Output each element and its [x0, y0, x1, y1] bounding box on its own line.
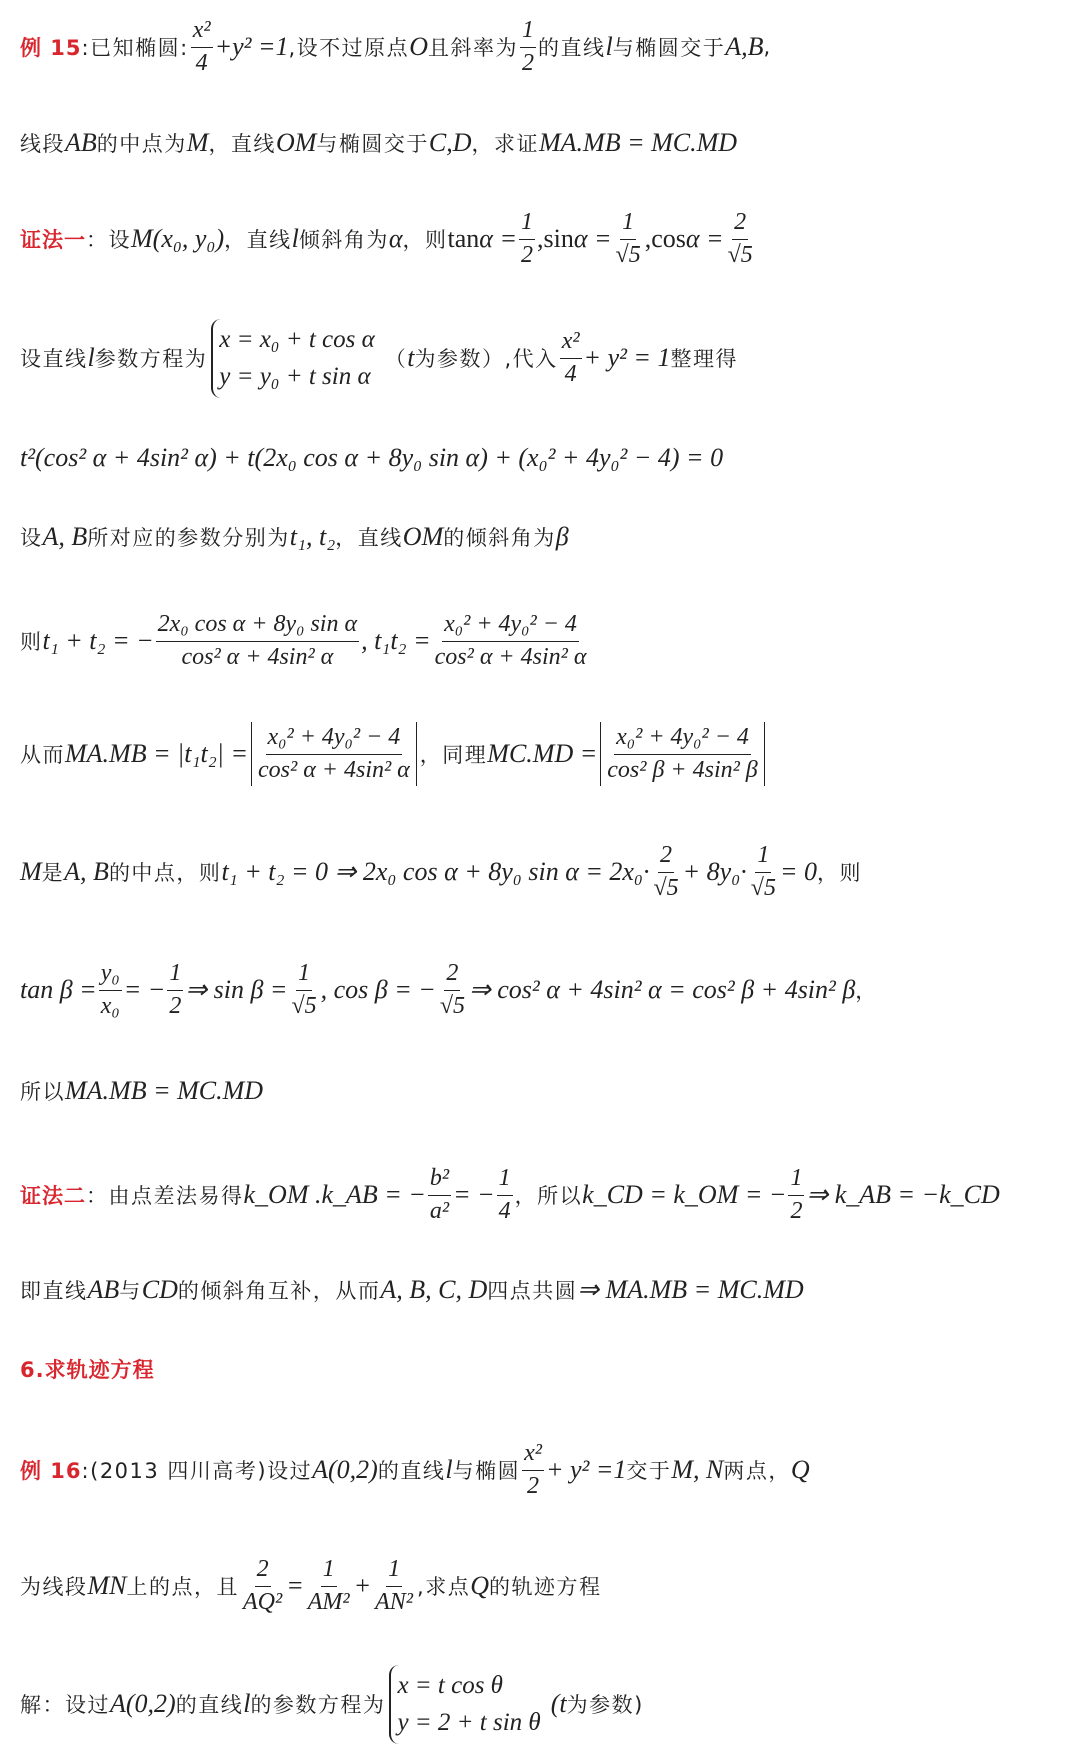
chinese-text: 与椭圆交于: [316, 132, 429, 156]
fraction: [289, 960, 318, 1020]
denominator: √5: [615, 241, 641, 268]
chinese-text: 上的点，且: [126, 1575, 239, 1600]
chinese-text: 的轨迹方程: [488, 1575, 602, 1600]
numerator: 2x₀ cos α + 8y₀ sin α: [156, 611, 359, 642]
numerator: 1: [386, 1556, 402, 1587]
math-expression: M(x₀, y₀): [131, 224, 225, 254]
chinese-text: 两点，: [723, 1459, 791, 1484]
equation-row: y = y₀ + t sin α: [219, 363, 371, 390]
chinese-text: 为参数）,代入: [414, 347, 558, 371]
fraction: [788, 1165, 804, 1225]
chinese-text: 的直线: [175, 1693, 244, 1717]
chinese-text: 为线段: [20, 1575, 88, 1600]
chinese-text: 线段: [20, 132, 65, 156]
denominator: √5: [291, 992, 317, 1019]
math-expression: , t₁t₂ =: [361, 626, 431, 656]
chinese-text: 倾斜角为: [298, 228, 389, 253]
fraction: [519, 209, 535, 269]
numerator: x₀² + 4y₀² − 4: [442, 611, 579, 642]
math-expression: A,B: [725, 32, 764, 62]
math-expression: l: [243, 1689, 251, 1718]
denominator: 2: [521, 241, 533, 268]
fraction: [241, 1556, 284, 1616]
absolute-value: [251, 722, 417, 786]
fraction: [306, 1556, 352, 1616]
chinese-text: 所以: [20, 1080, 65, 1104]
numerator: x²: [522, 1440, 544, 1471]
text-line: [20, 1556, 601, 1616]
chinese-text: 的直线: [377, 1459, 446, 1484]
math-expression: α: [388, 224, 403, 254]
highlight-label: 证法一: [20, 228, 86, 253]
fraction: [156, 611, 359, 671]
numerator: 1: [497, 1165, 513, 1196]
chinese-text: 从而: [20, 743, 65, 768]
math-expression: ⇒ cos² α + 4sin² α = cos² β + 4sin² β: [468, 975, 856, 1005]
math-expression: M, N: [671, 1455, 724, 1485]
math-function: tan: [447, 224, 480, 254]
chinese-text: ，同理: [419, 743, 488, 768]
denominator: 4: [498, 1197, 511, 1224]
math-expression: MC.MD =: [487, 739, 598, 769]
text-line: [20, 522, 569, 552]
fraction: [373, 1556, 415, 1616]
chinese-text: ，直线: [335, 526, 403, 550]
chinese-text: 与椭圆: [452, 1459, 521, 1484]
denominator: 2: [169, 992, 182, 1019]
chinese-text: ，: [855, 979, 878, 1004]
fraction: [99, 960, 122, 1020]
numerator: 1: [519, 209, 535, 240]
text-line: [20, 1440, 810, 1500]
absolute-value: [600, 722, 765, 786]
denominator: a²: [429, 1197, 450, 1224]
denominator: 2: [521, 49, 534, 76]
numerator: x₀² + 4y₀² − 4: [614, 724, 751, 755]
fraction: [438, 960, 467, 1020]
numerator: 2: [732, 209, 748, 240]
math-expression: O: [409, 32, 428, 62]
math-expression: l: [605, 32, 613, 62]
numerator: y₀: [99, 960, 122, 991]
chinese-text: 交于: [626, 1459, 672, 1484]
fraction: [433, 611, 589, 671]
chinese-text: :(2013 四川高考)设过: [81, 1459, 313, 1484]
chinese-text: 为参数): [566, 1693, 644, 1717]
math-expression: + y² =1: [545, 1455, 627, 1485]
math-expression: l: [445, 1455, 453, 1485]
chinese-text: 的中点为: [96, 132, 187, 156]
chinese-text: 与椭圆交于: [612, 36, 726, 61]
fraction: [726, 209, 755, 269]
math-expression: C,D: [428, 128, 472, 157]
math-expression: A(0,2): [312, 1455, 378, 1485]
math-expression: tan β =: [20, 975, 97, 1005]
chinese-text: 与: [119, 1279, 142, 1303]
highlight-label: 例 16: [20, 1459, 82, 1484]
math-expression: MA.MB = MC.MD: [539, 128, 738, 157]
math-expression: t₁ + t₂ = 0 ⇒ 2x₀ cos α + 8y₀ sin α = 2x₀·: [221, 857, 650, 887]
chinese-text: ：由点差法易得: [86, 1184, 244, 1209]
text-line: [20, 17, 772, 77]
math-expression: + 8y₀·: [682, 857, 747, 887]
math-expression: = 0: [779, 857, 817, 887]
numerator: x²: [191, 17, 213, 48]
chinese-text: （: [384, 347, 408, 371]
chinese-text: ：设: [86, 228, 131, 253]
fraction: [497, 1165, 513, 1225]
math-function: ,cos: [644, 224, 686, 254]
math-expression: MN: [87, 1571, 127, 1601]
math-expression: t: [407, 343, 415, 372]
math-expression: t₁, t₂: [289, 522, 336, 551]
math-expression: =: [286, 1571, 304, 1601]
numerator: 1: [296, 960, 312, 991]
chinese-text: :已知椭圆:: [81, 36, 189, 61]
equation-row: x = t cos θ: [397, 1671, 503, 1699]
math-expression: +y² =1: [214, 32, 289, 62]
chinese-text: 整理得: [670, 347, 738, 371]
denominator: 4: [564, 360, 577, 387]
denominator: 2: [527, 1472, 539, 1499]
text-line: [20, 209, 757, 269]
math-expression: AB: [65, 128, 97, 157]
numerator: 1: [321, 1556, 337, 1587]
denominator: AN²: [375, 1588, 414, 1615]
text-line: [20, 1354, 155, 1384]
chinese-text: ,设不过原点: [288, 36, 410, 61]
text-line: [20, 722, 768, 786]
chinese-text: ，则: [816, 861, 862, 886]
denominator: cos² α + 4sin² α: [258, 756, 410, 783]
highlight-label: 例 15: [20, 36, 82, 61]
fraction: [191, 17, 213, 77]
equation-system: [389, 1665, 546, 1744]
denominator: 4: [195, 49, 208, 76]
math-expression: CD: [141, 1275, 178, 1304]
math-expression: k_CD = k_OM = −: [582, 1180, 787, 1210]
math-expression: + y² = 1: [583, 343, 671, 372]
math-expression: = −: [453, 1180, 495, 1210]
text-line: [20, 960, 878, 1020]
denominator: AM²: [307, 1588, 350, 1615]
math-expression: OM: [275, 128, 317, 157]
denominator: √5: [727, 241, 753, 268]
numerator: 1: [167, 960, 183, 991]
numerator: 1: [755, 842, 771, 873]
denominator: 2: [790, 1197, 803, 1224]
chinese-text: 所对应的参数分别为: [87, 526, 290, 550]
numerator: 2: [255, 1556, 271, 1587]
chinese-text: 解：设过: [20, 1693, 110, 1717]
math-expression: l: [291, 224, 299, 254]
math-expression: t²(cos² α + 4sin² α) + t(2x₀ cos α + 8y₀ sin α) + (x₀² + 4y₀² − 4) = 0: [20, 443, 724, 472]
chinese-text: 的倾斜角为: [443, 526, 556, 550]
numerator: 1: [788, 1165, 804, 1196]
math-expression: l: [87, 343, 95, 372]
highlight-label: 6.求轨迹方程: [20, 1358, 155, 1382]
math-expression: k_OM .k_AB = −: [243, 1180, 426, 1210]
math-expression: A, B: [64, 857, 109, 887]
chinese-text: ，求证: [471, 132, 539, 156]
math-expression: ⇒ MA.MB = MC.MD: [577, 1275, 804, 1304]
math-function: ,sin: [537, 224, 574, 254]
numerator: 1: [520, 17, 536, 48]
text-line: [20, 1165, 1000, 1225]
math-expression: Q: [790, 1455, 810, 1485]
fraction: [560, 328, 582, 388]
denominator: √5: [439, 992, 465, 1019]
math-expression: (t: [550, 1689, 567, 1718]
equation-row: x = x₀ + t cos α: [219, 325, 375, 353]
numerator: x₀² + 4y₀² − 4: [266, 724, 403, 755]
numerator: 1: [620, 209, 636, 240]
chinese-text: ，直线: [208, 132, 276, 156]
numerator: x²: [560, 328, 582, 359]
chinese-text: ，则: [402, 228, 448, 253]
denominator: cos² α + 4sin² α: [434, 643, 587, 670]
fraction: [256, 724, 412, 784]
math-expression: Q: [470, 1571, 489, 1601]
denominator: cos² α + 4sin² α: [181, 643, 334, 670]
denominator: √5: [750, 874, 776, 901]
text-line: [20, 443, 723, 473]
chinese-text: 参数方程为: [94, 347, 208, 371]
math-expression: t₁ + t₂ = −: [42, 626, 154, 656]
chinese-text: 设: [20, 526, 43, 550]
text-line: [20, 611, 590, 671]
math-expression: A, B: [42, 522, 88, 551]
math-expression: OM: [402, 522, 444, 551]
math-expression: α =: [573, 224, 612, 254]
math-expression: +: [353, 1571, 372, 1601]
math-expression: ⇒ sin β =: [185, 975, 288, 1005]
chinese-text: 四点共圆: [487, 1279, 578, 1303]
math-expression: AB: [87, 1275, 120, 1304]
math-expression: MA.MB = MC.MD: [65, 1076, 264, 1105]
text-line: [20, 842, 862, 902]
numerator: 2: [658, 842, 674, 873]
text-line: [20, 1275, 804, 1305]
math-expression: α =: [685, 224, 724, 254]
text-line: [20, 128, 737, 158]
math-expression: M: [20, 857, 42, 887]
math-expression: = −: [123, 975, 166, 1005]
chinese-text: 的直线: [537, 36, 606, 61]
numerator: 2: [444, 960, 460, 991]
text-line: [20, 1076, 263, 1106]
fraction: [614, 209, 643, 269]
math-expression: ⇒ k_AB = −k_CD: [806, 1180, 1000, 1210]
chinese-text: ，直线: [224, 228, 292, 253]
equation-row: y = 2 + t sin θ: [397, 1709, 541, 1736]
chinese-text: 的参数方程为: [250, 1693, 386, 1717]
math-expression: MA.MB = |t₁t₂| =: [65, 739, 248, 769]
chinese-text: 即直线: [20, 1279, 88, 1303]
denominator: √5: [653, 874, 679, 901]
denominator: x₀: [100, 992, 120, 1019]
highlight-label: 证法二: [20, 1184, 86, 1209]
equation-system: [211, 319, 381, 398]
chinese-text: 设直线: [20, 347, 88, 371]
math-expression: A(0,2): [110, 1689, 176, 1718]
chinese-text: ，所以: [514, 1184, 583, 1209]
chinese-text: 是: [41, 861, 65, 886]
chinese-text: 的倾斜角互补，从而: [177, 1279, 381, 1303]
denominator: cos² β + 4sin² β: [607, 756, 758, 783]
chinese-text: 且斜率为: [427, 36, 518, 61]
chinese-text: ,: [763, 35, 772, 60]
fraction: [605, 724, 760, 784]
chinese-text: 的中点，则: [108, 861, 222, 886]
math-expression: M: [186, 128, 209, 157]
fraction: [167, 960, 183, 1020]
fraction: [749, 842, 778, 902]
denominator: AQ²: [243, 1588, 283, 1615]
math-expression: A, B, C, D: [380, 1275, 488, 1304]
numerator: b²: [428, 1165, 451, 1196]
text-line: [20, 319, 738, 398]
math-expression: α =: [479, 224, 517, 254]
fraction: [651, 842, 680, 902]
text-line: [20, 1665, 644, 1744]
fraction: [520, 17, 536, 77]
fraction: [522, 1440, 544, 1500]
chinese-text: 则: [20, 630, 43, 655]
chinese-text: ,求点: [417, 1575, 471, 1600]
math-expression: β: [555, 522, 569, 551]
fraction: [428, 1165, 451, 1225]
math-expression: , cos β = −: [320, 975, 436, 1005]
